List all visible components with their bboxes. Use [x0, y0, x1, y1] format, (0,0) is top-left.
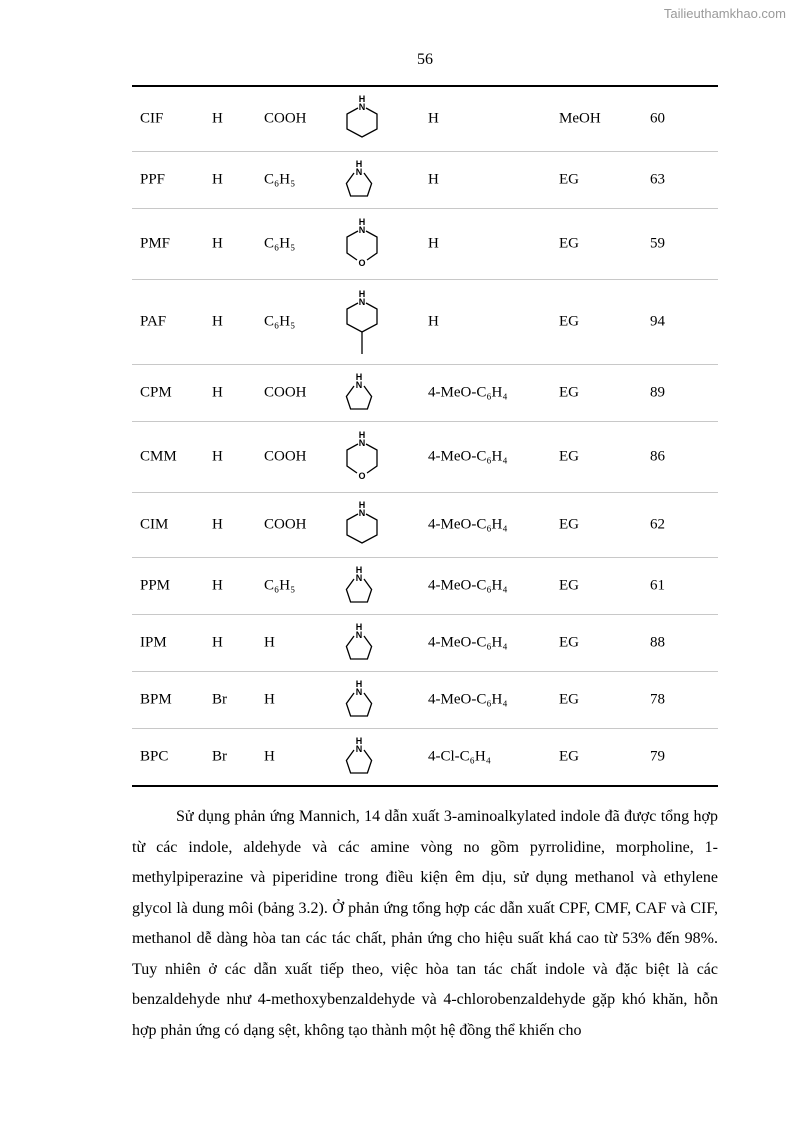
piperidine-icon	[344, 499, 380, 551]
solvent: EG	[559, 448, 579, 465]
svg-text:H: H	[358, 289, 366, 299]
compound-code: PAF	[140, 313, 167, 330]
r2-substituent: C₆H₅	[264, 313, 296, 330]
svg-text:N: N	[355, 630, 363, 640]
r1-substituent: H	[212, 235, 223, 252]
svg-text:N: N	[355, 573, 363, 583]
page-number: 56	[417, 51, 433, 68]
r1-substituent: H	[212, 516, 223, 533]
morpholine-icon	[344, 429, 380, 485]
svg-text:O: O	[358, 471, 366, 481]
solvent: EG	[559, 577, 579, 594]
pyrrolidine-icon	[344, 621, 374, 665]
results-table	[132, 85, 718, 787]
table-row	[132, 493, 718, 558]
body-paragraph: Sử dụng phản ứng Mannich, 14 dẫn xuất 3-aminoalkylated indole đã được tổng hợp từ các indole, aldehyde và các amine vòng no gồm pyrrolidine, morpholine, 1-methylpiperazine và piperidine trong điều kiện êm dịu, sử dụng methanol và ethylene glycol là dung môi (bảng 3.2). Ở phản ứng tổng hợp các dẫn xuất CPF, CMF, CAF và CIF, methanol dễ dàng hòa tan các tác chất, phản ứng cho hiệu suất khá cao từ 53% đến 98%. Tuy nhiên ở các dẫn xuất tiếp theo, việc hòa tan tác chất indole và đặc biệt là các benzaldehyde như 4-methoxybenzaldehyde và 4-chlorobenzaldehyde gặp khó khăn, hỗn hợp phản ứng có dạng sệt, không tạo thành một hệ đồng thể khiến cho	[132, 808, 718, 1039]
svg-text:N: N	[358, 297, 366, 307]
yield-value: 79	[650, 748, 665, 765]
table-row	[132, 152, 718, 209]
pyrrolidine-icon	[344, 158, 374, 202]
svg-text:H: H	[358, 94, 366, 104]
table-row	[132, 365, 718, 422]
yield-value: 86	[650, 448, 665, 465]
yield-value: 89	[650, 384, 665, 401]
table-row	[132, 209, 718, 280]
aldehyde-substituent: 4-MeO-C₆H₄	[428, 384, 508, 401]
pyrrolidine-icon	[344, 371, 374, 415]
compound-code: CPM	[140, 384, 172, 401]
r2-substituent: H	[264, 634, 275, 651]
svg-text:N: N	[355, 744, 363, 754]
r1-substituent: Br	[212, 691, 227, 708]
r2-substituent: COOH	[264, 516, 307, 533]
compound-code: PPF	[140, 171, 166, 188]
solvent: EG	[559, 691, 579, 708]
svg-text:H: H	[358, 430, 366, 440]
svg-text:H: H	[358, 500, 366, 510]
yield-value: 62	[650, 516, 665, 533]
r2-substituent: C₆H₅	[264, 235, 296, 252]
compound-code: PPM	[140, 577, 171, 594]
solvent: MeOH	[559, 110, 601, 127]
solvent: EG	[559, 516, 579, 533]
aldehyde-substituent: H	[428, 235, 439, 252]
r1-substituent: H	[212, 110, 223, 127]
yield-value: 63	[650, 171, 665, 188]
r2-substituent: H	[264, 691, 275, 708]
compound-code: BPM	[140, 691, 172, 708]
morpholine-icon	[344, 216, 380, 272]
svg-text:H: H	[355, 372, 363, 382]
r1-substituent: H	[212, 384, 223, 401]
solvent: EG	[559, 634, 579, 651]
svg-text:N: N	[358, 102, 366, 112]
compound-code: CIM	[140, 516, 169, 533]
table-row	[132, 672, 718, 729]
svg-text:N: N	[355, 380, 363, 390]
compound-code: PMF	[140, 235, 171, 252]
table-row	[132, 422, 718, 493]
aldehyde-substituent: H	[428, 110, 439, 127]
pyrrolidine-icon	[344, 735, 374, 779]
table-row	[132, 729, 718, 785]
solvent: EG	[559, 748, 579, 765]
r2-substituent: C₆H₅	[264, 171, 296, 188]
r1-substituent: Br	[212, 748, 227, 765]
aldehyde-substituent: 4-MeO-C₆H₄	[428, 577, 508, 594]
table-row	[132, 615, 718, 672]
svg-text:H: H	[355, 736, 363, 746]
compound-code: CMM	[140, 448, 177, 465]
svg-text:H: H	[355, 622, 363, 632]
r2-substituent: C₆H₅	[264, 577, 296, 594]
compound-code: CIF	[140, 110, 164, 127]
svg-text:N: N	[358, 225, 366, 235]
r1-substituent: H	[212, 313, 223, 330]
solvent: EG	[559, 384, 579, 401]
pyrrolidine-icon	[344, 564, 374, 608]
yield-value: 61	[650, 577, 665, 594]
aldehyde-substituent: 4-Cl-C₆H₄	[428, 748, 491, 765]
svg-text:H: H	[355, 679, 363, 689]
table-row	[132, 87, 718, 152]
r1-substituent: H	[212, 171, 223, 188]
solvent: EG	[559, 313, 579, 330]
table-row	[132, 558, 718, 615]
r2-substituent: COOH	[264, 448, 307, 465]
aldehyde-substituent: 4-MeO-C₆H₄	[428, 691, 508, 708]
r1-substituent: H	[212, 634, 223, 651]
4-methylpiperidine-icon	[344, 288, 380, 356]
yield-value: 94	[650, 313, 665, 330]
pyrrolidine-icon	[344, 678, 374, 722]
r2-substituent: COOH	[264, 110, 307, 127]
r2-substituent: COOH	[264, 384, 307, 401]
compound-code: IPM	[140, 634, 167, 651]
svg-text:N: N	[358, 508, 366, 518]
aldehyde-substituent: H	[428, 171, 439, 188]
svg-text:N: N	[355, 167, 363, 177]
solvent: EG	[559, 171, 579, 188]
svg-text:N: N	[355, 687, 363, 697]
table-row	[132, 280, 718, 365]
yield-value: 60	[650, 110, 665, 127]
svg-text:O: O	[358, 258, 366, 268]
compound-code: BPC	[140, 748, 169, 765]
svg-text:N: N	[358, 438, 366, 448]
svg-text:H: H	[355, 159, 363, 169]
svg-text:H: H	[358, 217, 366, 227]
aldehyde-substituent: H	[428, 313, 439, 330]
r1-substituent: H	[212, 448, 223, 465]
piperidine-icon	[344, 93, 380, 145]
yield-value: 78	[650, 691, 665, 708]
r1-substituent: H	[212, 577, 223, 594]
solvent: EG	[559, 235, 579, 252]
aldehyde-substituent: 4-MeO-C₆H₄	[428, 516, 508, 533]
r2-substituent: H	[264, 748, 275, 765]
aldehyde-substituent: 4-MeO-C₆H₄	[428, 634, 508, 651]
watermark: Tailieuthamkhao.com	[663, 6, 786, 21]
aldehyde-substituent: 4-MeO-C₆H₄	[428, 448, 508, 465]
svg-text:H: H	[355, 565, 363, 575]
yield-value: 88	[650, 634, 665, 651]
yield-value: 59	[650, 235, 665, 252]
